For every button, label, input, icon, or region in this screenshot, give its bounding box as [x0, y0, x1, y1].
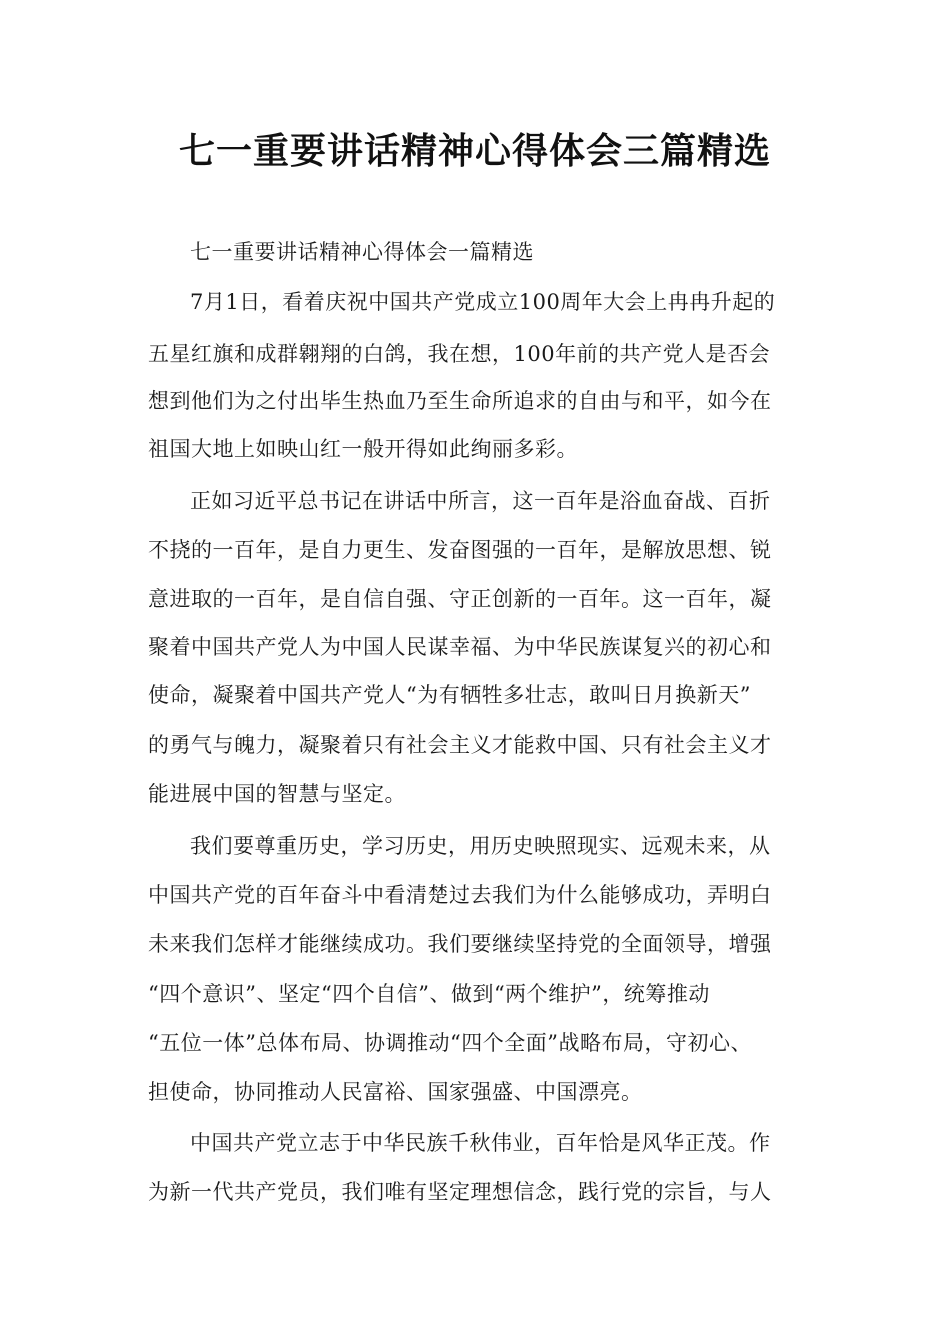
paragraph-3-line-6: 担使命，协同推动人民富裕、国家强盛、中国漂亮。 — [148, 1080, 643, 1104]
paragraph-3-line-5: “五位一体”总体布局、协调推动“四个全面”战略布局，守初心、 — [148, 1031, 752, 1055]
paragraph-1-line-3: 想到他们为之付出毕生热血乃至生命所追求的自由与和平，如今在 — [148, 389, 772, 413]
paragraph-2-line-4: 聚着中国共产党人为中国人民谋幸福、为中华民族谋复兴的初心和 — [148, 635, 772, 659]
paragraph-3-line-2: 中国共产党的百年奋斗中看清楚过去我们为什么能够成功，弄明白 — [148, 883, 772, 907]
paragraph-2-line-7: 能进展中国的智慧与坚定。 — [148, 782, 406, 806]
paragraph-3-line-3: 未来我们怎样才能继续成功。我们要继续坚持党的全面领导，增强 — [148, 932, 772, 956]
paragraph-1-line-2: 五星红旗和成群翱翔的白鸽，我在想，100年前的共产党人是否会 — [148, 342, 771, 366]
paragraph-2-line-6: 的勇气与魄力，凝聚着只有社会主义才能救中国、只有社会主义才 — [148, 733, 772, 757]
paragraph-4-line-2: 为新一代共产党员，我们唯有坚定理想信念，践行党的宗旨，与人 — [148, 1180, 772, 1204]
paragraph-2-line-5: 使命，凝聚着中国共产党人“为有牺牲多壮志，敢叫日月换新天” — [148, 683, 751, 707]
paragraph-2-line-2: 不挠的一百年，是自力更生、发奋图强的一百年，是解放思想、锐 — [148, 538, 772, 562]
paragraph-1-line-1: 7月1日，看着庆祝中国共产党成立100周年大会上冉冉升起的 — [190, 290, 776, 314]
document-title: 七一重要讲话精神心得体会三篇精选 — [178, 131, 771, 172]
paragraph-4-line-1: 中国共产党立志于中华民族千秋伟业，百年恰是风华正茂。作 — [190, 1131, 771, 1155]
paragraph-3-line-4: “四个意识”、坚定“四个自信”、做到“两个维护”，统筹推动 — [148, 982, 710, 1006]
section-heading: 七一重要讲话精神心得体会一篇精选 — [190, 240, 534, 264]
paragraph-2-line-1: 正如习近平总书记在讲话中所言，这一百年是浴血奋战、百折 — [190, 489, 771, 513]
paragraph-3-line-1: 我们要尊重历史，学习历史，用历史映照现实、远观未来，从 — [190, 834, 771, 858]
paragraph-2-line-3: 意进取的一百年，是自信自强、守正创新的一百年。这一百年，凝 — [148, 587, 772, 611]
paragraph-1-line-4: 祖国大地上如映山红一般开得如此绚丽多彩。 — [148, 437, 578, 461]
